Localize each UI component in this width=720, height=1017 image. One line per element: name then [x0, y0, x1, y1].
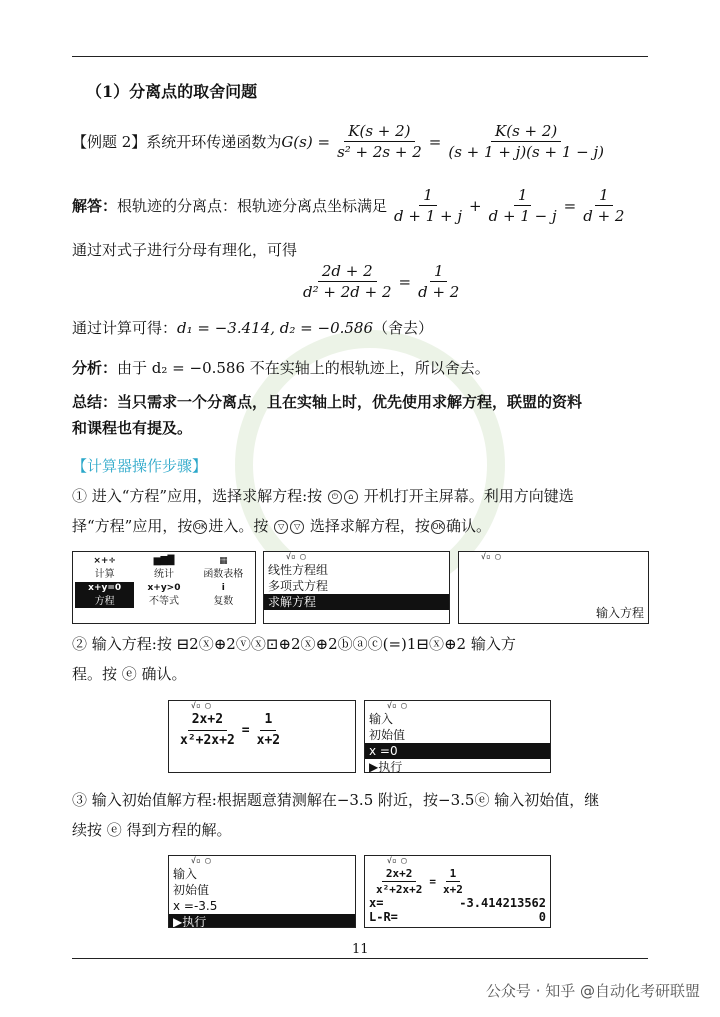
screen-initial-value-entered [168, 855, 356, 928]
menu-app-item[interactable] [134, 582, 193, 608]
status-bar: √▫ ▢ [286, 552, 306, 561]
lcd-row: 输入 [173, 867, 198, 881]
step2-line-1: ② 输入方程:按 ⊟2ⓧ⊕2ⓥⓧ⊡⊕2ⓧ⊕2ⓑⓐⓒ(=)1⊟ⓧ⊕2 输入方 [72, 635, 516, 653]
screen-initial-value [364, 700, 551, 773]
analysis-text: 由于 d₂ = −0.586 不在实轴上的根轨迹上，所以舍去。 [117, 359, 490, 377]
status-bar: √▫ ▢ [191, 856, 211, 865]
lcd-row: x =-3.5 [173, 899, 218, 913]
answer-fraction-a [390, 186, 466, 225]
fraction-numerator: K(s + 2) [344, 122, 414, 142]
answer-fraction-b [485, 186, 561, 225]
step1-line-1 [72, 486, 574, 506]
section-title: （1）分离点的取舍问题 [86, 82, 258, 101]
compute-text: 通过计算可得： [72, 319, 178, 337]
answer-fraction-c [579, 186, 628, 225]
fraction-denominator: d + 2 [418, 283, 460, 301]
fraction-denominator: x²+2x+2 [180, 733, 235, 748]
footer-rule [72, 958, 648, 959]
status-bar: √▫ ▢ [481, 552, 501, 561]
screen-equation-display [168, 700, 356, 773]
lcd-row: 求解方程 [264, 594, 449, 610]
fraction-numerator: 2x+2 [382, 867, 417, 882]
lcd-row: 线性方程组 [268, 563, 329, 577]
fraction-numerator: 1 [514, 186, 532, 206]
menu-app-item[interactable] [134, 555, 193, 581]
fraction-numerator: 1 [260, 711, 276, 731]
step1-text-c: 择“方程”应用，按 [72, 517, 193, 535]
status-bar: √▫ ▢ [387, 856, 407, 865]
ok-key-icon: OK [193, 520, 207, 534]
fraction-denominator: d + 1 − j [488, 207, 557, 225]
example-lhs: G(s) = [281, 132, 331, 151]
step1-line-2 [72, 516, 491, 536]
example-fraction-1 [333, 122, 426, 161]
calculator-steps-title: 【计算器操作步骤】 [72, 457, 208, 475]
lcd-fraction [372, 867, 426, 896]
lcd-fraction [176, 711, 239, 750]
down-key-icon: ▽ [290, 520, 304, 534]
lcd-row: x =0 [365, 743, 550, 759]
app-label: 复数 [213, 596, 234, 607]
power-key-icon: ⏻ [328, 490, 342, 504]
app-icon: ▦ [219, 556, 228, 566]
equals: = [398, 272, 412, 291]
fraction-denominator: x+2 [442, 882, 463, 896]
example-fraction-2 [444, 122, 608, 161]
fraction-numerator: 2d + 2 [318, 262, 377, 282]
equals: = [428, 132, 442, 151]
fraction-numerator: 1 [430, 262, 448, 282]
step1-text-a: ① 进入“方程”应用，选择求解方程:按 [72, 487, 323, 505]
solution-row [365, 896, 550, 910]
x-value: -3.414213562 [459, 896, 546, 910]
ok-key-icon: OK [431, 520, 445, 534]
screen-equation-menu [263, 551, 450, 624]
compute-line [72, 318, 433, 338]
lr-row [365, 910, 550, 924]
app-icon: ×+÷ [93, 556, 116, 566]
fraction-numerator: 1 [595, 186, 613, 206]
lcd-row: ▶执行 [169, 914, 355, 928]
fraction-numerator: K(s + 2) [491, 122, 561, 142]
app-label: 统计 [153, 569, 174, 580]
answer-line [72, 186, 631, 225]
screen-main-menu [72, 551, 256, 624]
fraction-numerator: 1 [446, 867, 461, 882]
summary-line-1: 总结：当只需求一个分离点，且在实轴上时，优先使用求解方程，联盟的资料 [72, 393, 583, 411]
equals: = [429, 874, 436, 888]
status-bar: √▫ ▢ [387, 701, 407, 710]
app-icon: i [221, 583, 225, 593]
menu-app-item[interactable] [194, 555, 253, 581]
lcd-fraction [253, 711, 284, 750]
fraction-denominator: d + 2 [583, 207, 625, 225]
step3-line-2: 续按 ⓔ 得到方程的解。 [72, 821, 232, 839]
summary-line-2: 和课程也有提及。 [72, 419, 193, 437]
app-icon: x+y>0 [147, 583, 181, 593]
step1-text-e: 选择求解方程，按 [309, 517, 430, 535]
step2-line-2: 程。按 ⓔ 确认。 [72, 665, 187, 683]
equals: = [241, 723, 250, 738]
lcd-equation [169, 711, 355, 750]
lcd-fraction [439, 867, 467, 896]
app-label: 方程 [94, 596, 115, 607]
rationalize-text: 通过对式子进行分母有理化，可得 [72, 241, 298, 259]
step3-line-1: ③ 输入初始值解方程:根据题意猜测解在−3.5 附近，按−3.5ⓔ 输入初始值，继 [72, 791, 600, 809]
menu-app-item[interactable] [75, 582, 134, 608]
header-rule [72, 56, 648, 57]
fraction-denominator: x²+2x+2 [376, 882, 423, 896]
lcd-row: 多项式方程 [268, 579, 329, 593]
lcd-row: ▶执行 [369, 760, 403, 773]
home-key-icon: ⌂ [344, 490, 358, 504]
app-label: 函数表格 [203, 569, 244, 580]
compute-note: （舍去） [373, 319, 434, 337]
lcd-equation [365, 866, 550, 896]
example-line [72, 122, 611, 161]
app-label: 不等式 [148, 596, 179, 607]
step1-text-d: 进入。按 [208, 517, 269, 535]
plus: + [469, 196, 482, 215]
fraction-denominator: d + 1 + j [394, 207, 463, 225]
lcd-row: 输入 [369, 712, 394, 726]
app-icon: x+y=0 [88, 583, 122, 593]
analysis-line [72, 358, 490, 378]
fraction-numerator: 1 [419, 186, 437, 206]
equals: = [563, 196, 577, 215]
screen-solution [364, 855, 551, 928]
menu-app-item[interactable] [194, 582, 253, 608]
app-label: 计算 [94, 569, 115, 580]
fraction-numerator: 2x+2 [188, 711, 227, 731]
step1-text-f: 确认。 [445, 517, 491, 535]
lcd-row: 初始值 [369, 728, 406, 742]
fraction-denominator: x+2 [256, 733, 281, 748]
down-key-icon: ▽ [274, 520, 288, 534]
status-bar: √▫ ▢ [191, 701, 211, 710]
rationalize-rhs [414, 262, 463, 301]
lcd-row: 初始值 [173, 883, 210, 897]
fraction-denominator: s² + 2s + 2 [337, 143, 422, 161]
input-equation-label: 输入方程 [595, 606, 644, 620]
menu-app-item[interactable] [75, 555, 134, 581]
lr-label: L-R= [369, 910, 398, 924]
rationalize-equation [296, 262, 466, 301]
compute-result: d₁ = −3.414, d₂ = −0.586 [177, 319, 374, 337]
answer-text: 根轨迹的分离点：根轨迹分离点坐标满足 [117, 196, 388, 215]
fraction-denominator: (s + 1 + j)(s + 1 − j) [448, 143, 604, 161]
analysis-label: 分析： [72, 359, 118, 377]
app-icon: ▆▇█ [153, 556, 175, 566]
page-number: 11 [352, 942, 369, 957]
x-label: x= [369, 896, 384, 910]
step1-text-b: 开机打开主屏幕。利用方向键选 [363, 487, 574, 505]
answer-label: 解答： [72, 196, 118, 215]
example-prefix: 【例题 2】系统开环传递函数为 [72, 132, 282, 151]
rationalize-lhs [299, 262, 396, 301]
footer-watermark: 公众号 · 知乎 @自动化考研联盟 [485, 982, 700, 1000]
screen-input-equation [458, 551, 649, 624]
fraction-denominator: d² + 2d + 2 [303, 283, 392, 301]
lr-value: 0 [538, 910, 546, 924]
